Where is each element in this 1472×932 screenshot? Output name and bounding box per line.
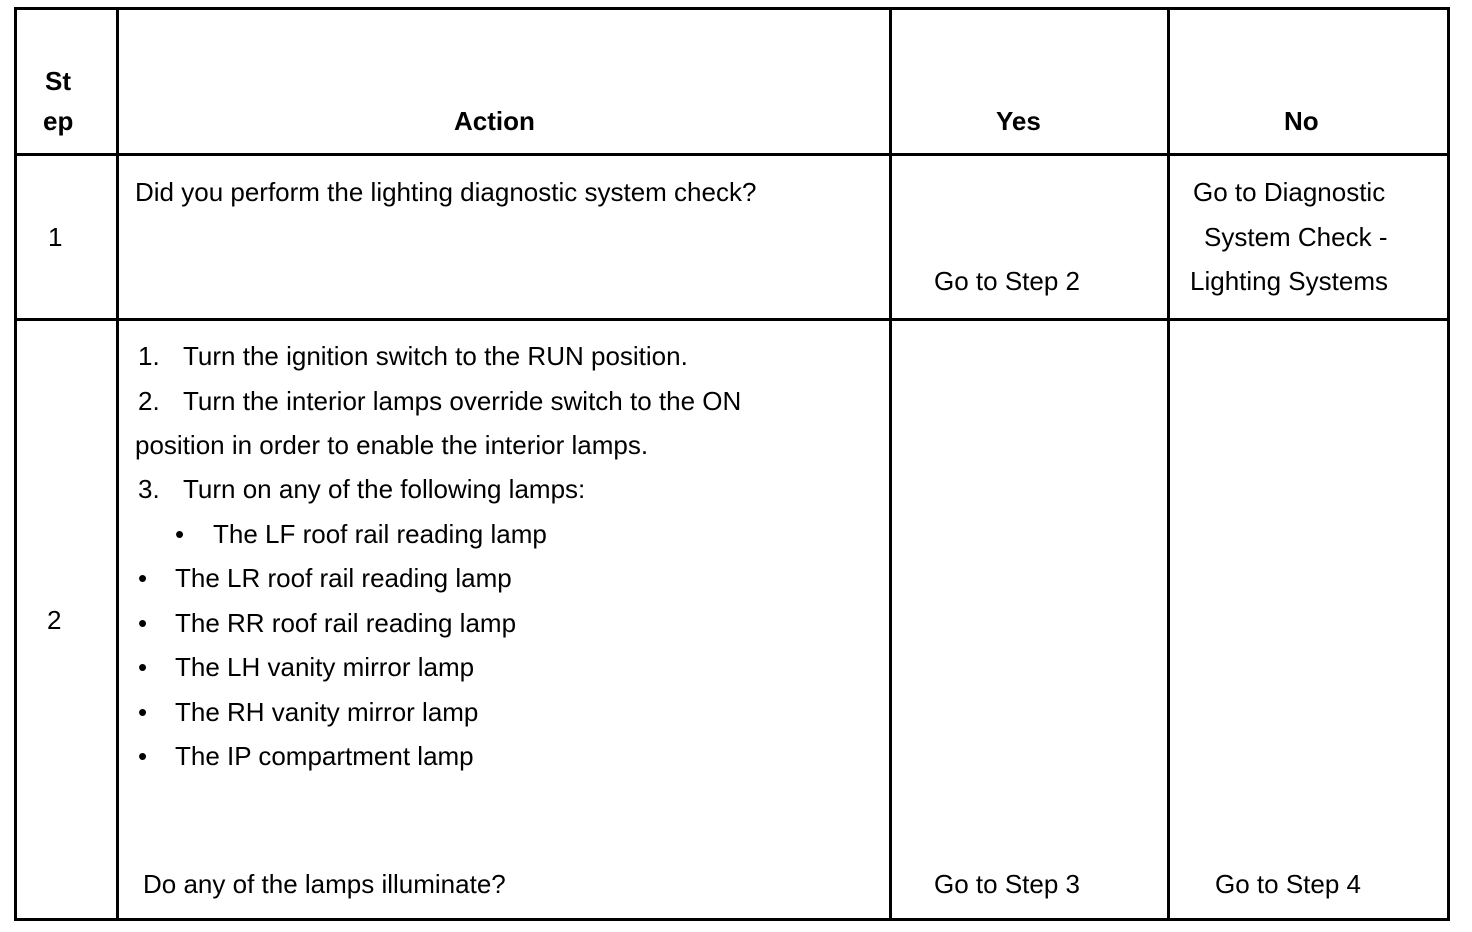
bullet-icon: • bbox=[138, 741, 148, 771]
row1-no-line2: System Check - bbox=[1204, 222, 1388, 252]
row2-step-num-2: 2. bbox=[138, 386, 160, 416]
row2-step-text-1: Turn the ignition switch to the RUN position. bbox=[183, 341, 688, 371]
bullet-icon: • bbox=[138, 697, 148, 727]
row1-no-line3: Lighting Systems bbox=[1190, 266, 1388, 296]
row2-no: Go to Step 4 bbox=[1215, 869, 1361, 899]
row2-question: Do any of the lamps illuminate? bbox=[143, 869, 506, 899]
row2-yes: Go to Step 3 bbox=[934, 869, 1080, 899]
lamp-item: The RH vanity mirror lamp bbox=[175, 697, 479, 727]
bullet-icon: • bbox=[138, 563, 148, 593]
row1-action: Did you perform the lighting diagnostic system check? bbox=[135, 177, 757, 207]
row-divider-header bbox=[17, 153, 1447, 156]
row2-step: 2 bbox=[47, 605, 62, 635]
header-action: Action bbox=[454, 106, 535, 136]
row2-step-num-3: 3. bbox=[138, 474, 160, 504]
row1-step: 1 bbox=[48, 222, 63, 252]
row2-step-text-3: Turn on any of the following lamps: bbox=[183, 474, 586, 504]
header-no: No bbox=[1284, 106, 1319, 136]
column-divider-step bbox=[116, 10, 119, 918]
bullet-icon: • bbox=[138, 608, 148, 638]
lamp-item: The LR roof rail reading lamp bbox=[175, 563, 512, 593]
lamp-item: The LF roof rail reading lamp bbox=[213, 519, 547, 549]
diagnostic-table bbox=[14, 7, 1450, 921]
header-yes: Yes bbox=[996, 106, 1041, 136]
lamp-item: The LH vanity mirror lamp bbox=[175, 652, 475, 682]
row2-step-num-1: 1. bbox=[138, 341, 160, 371]
bullet-icon: • bbox=[138, 652, 148, 682]
row1-yes: Go to Step 2 bbox=[934, 266, 1080, 296]
row2-step-text-2: Turn the interior lamps override switch to the ON bbox=[183, 386, 742, 416]
row1-no-line1: Go to Diagnostic bbox=[1193, 177, 1386, 207]
header-step-line2: ep bbox=[43, 106, 74, 136]
row2-step-text-2-cont: position in order to enable the interior lamps. bbox=[135, 430, 649, 460]
header-step-line1: St bbox=[45, 66, 71, 96]
column-divider-yes bbox=[1167, 10, 1170, 918]
column-divider-action bbox=[889, 10, 892, 918]
bullet-icon: • bbox=[175, 519, 185, 549]
lamp-item: The RR roof rail reading lamp bbox=[175, 608, 517, 638]
lamp-item: The IP compartment lamp bbox=[175, 741, 474, 771]
row-divider-1 bbox=[17, 318, 1447, 321]
